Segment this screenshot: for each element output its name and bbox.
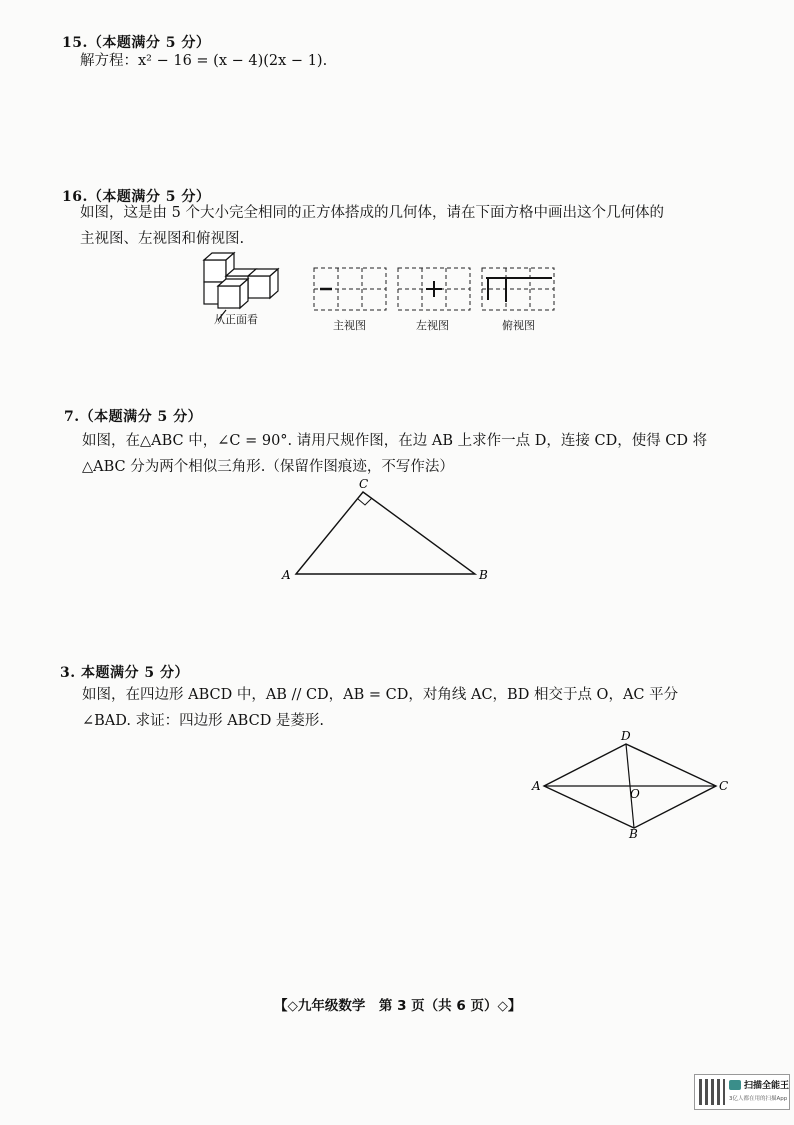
label-B: B xyxy=(629,827,638,841)
q18-line1: 如图，在四边形 ABCD 中，AB // CD，AB = CD，对角线 AC，BD 相交于点 O，AC 平分 xyxy=(82,687,679,703)
front-view-grid[interactable] xyxy=(312,266,388,314)
q17-header: 7.（本题满分 5 分） xyxy=(64,409,203,425)
label-C: C xyxy=(719,779,729,793)
left-view-caption: 左视图 xyxy=(416,319,449,332)
q16-line2: 主视图、左视图和俯视图. xyxy=(80,231,245,247)
label-B: B xyxy=(479,568,488,582)
label-O: O xyxy=(630,787,640,801)
top-view-grid[interactable] xyxy=(480,266,556,314)
page-footer: 【◇九年级数学 第 3 页（共 6 页）◇】 xyxy=(274,998,522,1014)
scanner-logo-icon xyxy=(729,1080,741,1090)
q18-line2: ∠BAD. 求证：四边形 ABCD 是菱形. xyxy=(82,713,325,729)
q16-line1: 如图，这是由 5 个大小完全相同的正方体搭成的几何体，请在下面方格中画出这个几何体的 xyxy=(80,205,664,221)
scanner-badge xyxy=(694,1074,790,1110)
label-D: D xyxy=(621,729,631,743)
q18-header: 3. 本题满分 5 分） xyxy=(60,665,189,681)
scanner-subtitle: 3亿人都在用的扫描App xyxy=(729,1096,788,1102)
scanner-name: 扫描全能王 xyxy=(744,1081,790,1091)
front-view-caption: 主视图 xyxy=(333,319,366,332)
qr-code-icon xyxy=(699,1079,725,1105)
label-A: A xyxy=(532,779,541,793)
q16-header: 16.（本题满分 5 分） xyxy=(62,189,211,205)
label-A: A xyxy=(282,568,291,582)
triangle-abc-figure xyxy=(280,478,500,588)
top-view-caption: 俯视图 xyxy=(502,319,535,332)
rhombus-abcd-figure xyxy=(528,729,738,842)
q17-line1: 如图，在△ABC 中，∠C = 90°. 请用尺规作图，在边 AB 上求作一点 D，连接 CD，使得 CD 将 xyxy=(82,433,708,449)
q15-text: 解方程：x² − 16 = (x − 4)(2x − 1). xyxy=(80,53,328,69)
label-C: C xyxy=(359,477,369,491)
q15-header: 15.（本题满分 5 分） xyxy=(62,35,211,51)
left-view-grid[interactable] xyxy=(396,266,472,314)
q17-line2: △ABC 分为两个相似三角形.（保留作图痕迹，不写作法） xyxy=(82,459,454,475)
solid-caption: 从正面看 xyxy=(214,313,258,326)
